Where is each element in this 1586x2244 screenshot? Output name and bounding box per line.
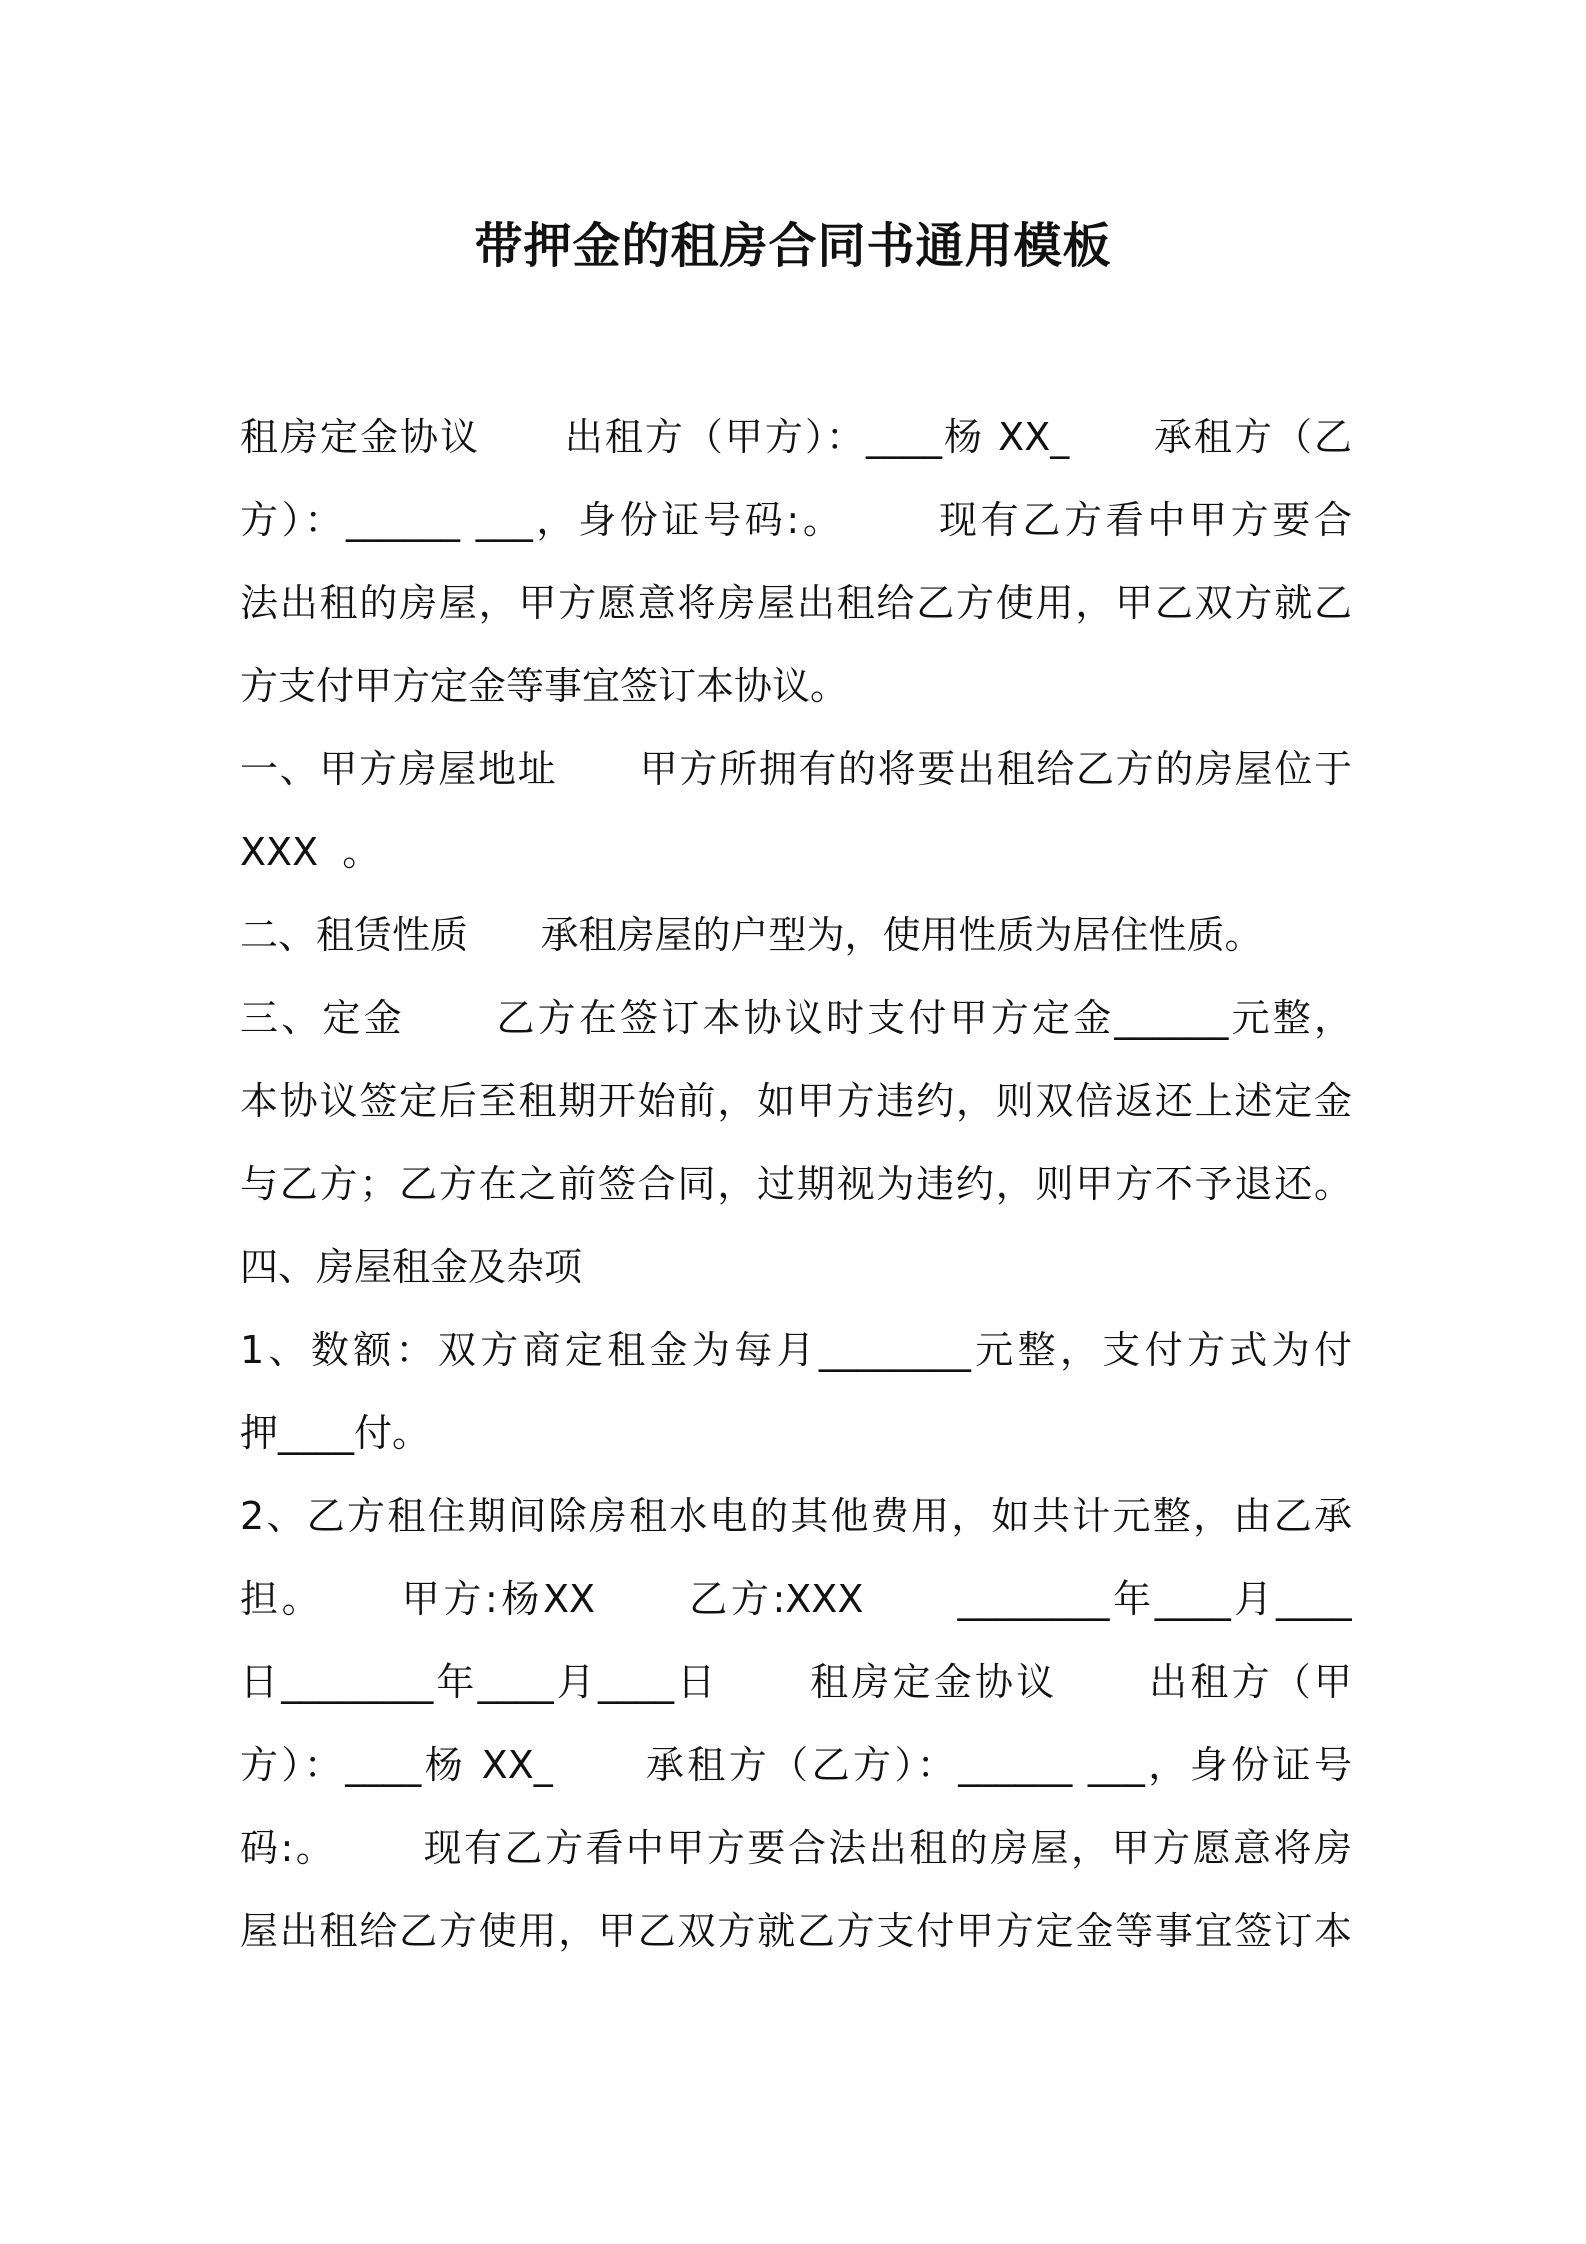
- document-title: 带押金的租房合同书通用模板: [474, 218, 1112, 274]
- body-line: 法出租的房屋，甲方愿意将房屋出租给乙方使用，甲乙双方就乙: [240, 581, 1352, 625]
- body-line: 二、租赁性质 承租房屋的户型为，使用性质为居住性质。: [240, 913, 1263, 957]
- body-line: 三、定金 乙方在签订本协议时支付甲方定金______元整，: [240, 996, 1352, 1040]
- body-line: 押____付。: [240, 1411, 431, 1455]
- document-body: [240, 396, 1352, 1973]
- body-line: 一、甲方房屋地址 甲方所拥有的将要出租给乙方的房屋位于: [240, 747, 1352, 791]
- body-line: 四、房屋租金及杂项: [240, 1245, 583, 1289]
- body-line: 本协议签定后至租期开始前，如甲方违约，则双倍返还上述定金: [240, 1079, 1352, 1123]
- body-line: 方）：______ ___，身份证号码:。 现有乙方看中甲方要合: [240, 498, 1352, 542]
- body-line: 方支付甲方定金等事宜签订本协议。: [240, 664, 849, 708]
- body-line: 日________年____月____日 租房定金协议 出租方（甲: [240, 1660, 1352, 1704]
- body-line: 租房定金协议 出租方（甲方）：____杨 XX_ 承租方（乙: [240, 415, 1352, 459]
- body-line: 方）：____杨 XX_ 承租方（乙方）：______ ___，身份证号: [240, 1743, 1352, 1787]
- body-line: 担。 甲方:杨XX 乙方:XXX ________年____月____: [240, 1577, 1352, 1621]
- body-line: 1、数额：双方商定租金为每月________元整，支付方式为付: [240, 1328, 1352, 1372]
- body-line: 码:。 现有乙方看中甲方要合法出租的房屋，甲方愿意将房: [240, 1826, 1352, 1870]
- body-line: 2、乙方租住期间除房租水电的其他费用，如共计元整，由乙承: [240, 1494, 1352, 1538]
- body-line: 屋出租给乙方使用，甲乙双方就乙方支付甲方定金等事宜签订本: [240, 1909, 1352, 1953]
- body-line: XXX 。: [240, 830, 381, 874]
- body-line: 与乙方；乙方在之前签合同，过期视为违约，则甲方不予退还。: [240, 1162, 1352, 1206]
